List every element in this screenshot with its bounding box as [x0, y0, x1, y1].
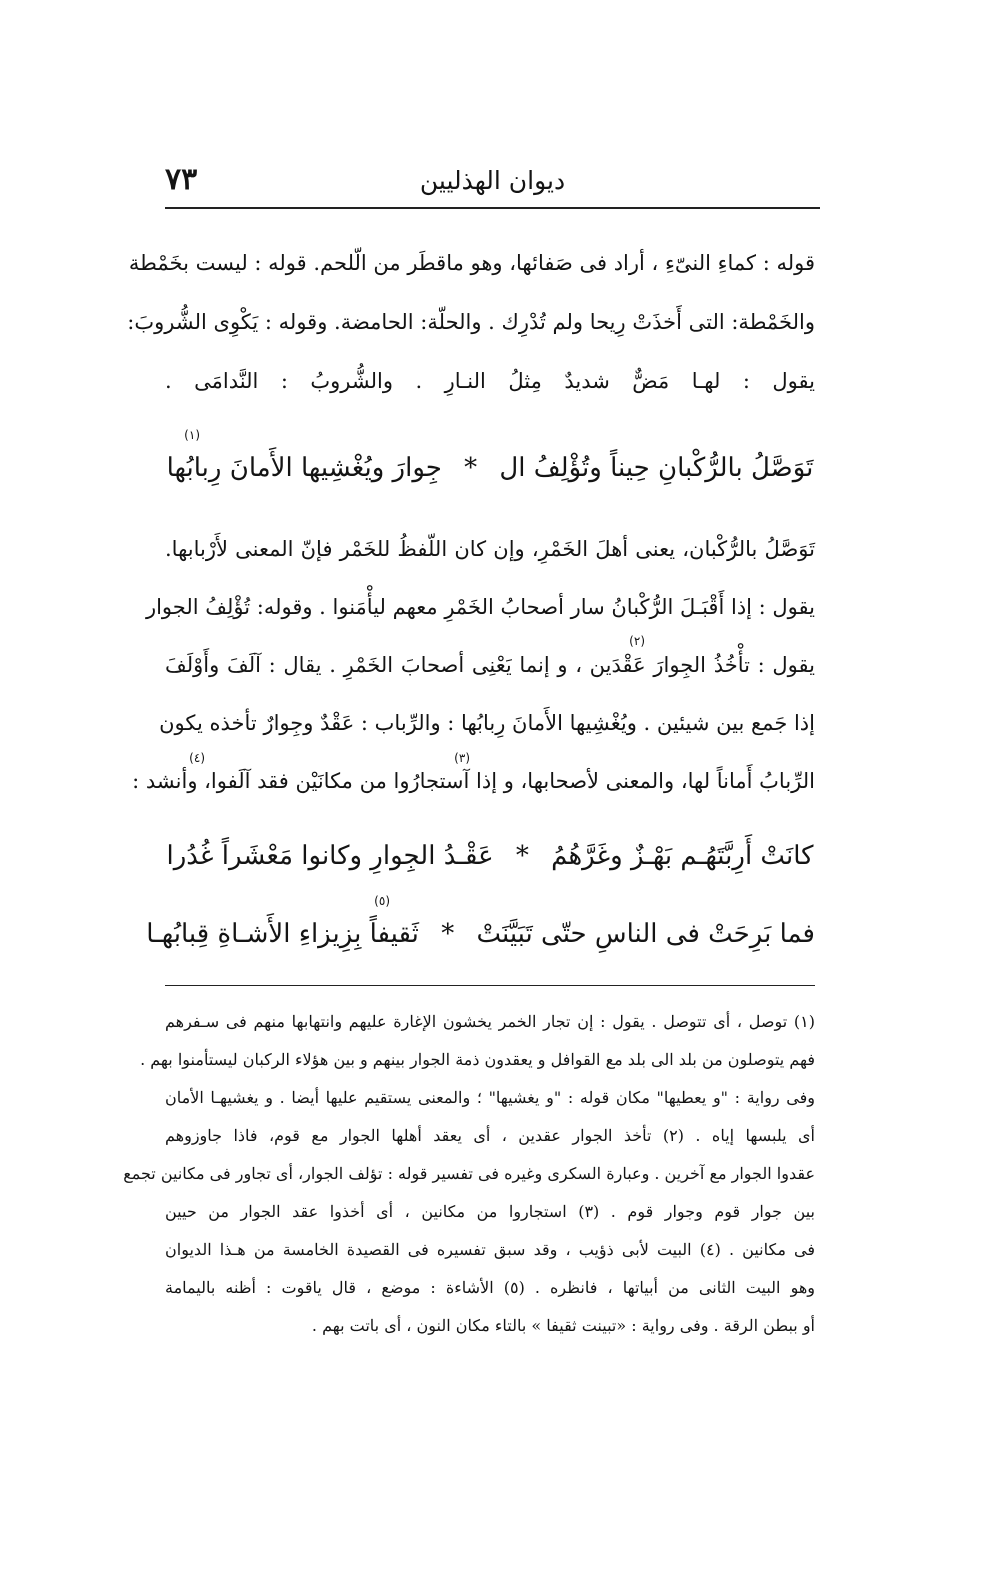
text-line: يقول : إذا أَقْبَـلَ الرُّكْبانُ سار أصحابُ الخَمْرِ معهم ليأْمَنوا . وقوله: تُؤْلِفُ الجوار [145, 595, 815, 619]
text-line: الرِّبابُ أَماناً لها، والمعنى لأصحابها، و إذا آستجارُوا من مكانَيْن فقد آلَفوا، وأنشد : [132, 769, 815, 793]
running-title: ديوان الهذليين [419, 166, 566, 195]
verse-separator: * [464, 453, 478, 483]
footnote-rule [165, 985, 815, 986]
verse-line [146, 914, 815, 954]
footnote-line: وفى رواية : "و يعطيها" مكان قوله : "و يغشيها" ؛ والمعنى يستقيم عليها أيضا . و يغشيهـا الأمان [165, 1088, 815, 1107]
footnotes [123, 1010, 816, 1370]
page-number: ٧٣ [165, 162, 198, 197]
verse-separator: * [441, 919, 455, 949]
text-line: قوله : كماءِ النىّءِ ، أراد فى صَفائها، وهو ماقطَر من الّلحم. قوله : ليست بخَمْطة [128, 251, 815, 275]
footnote-line: بين جوار قوم وجوار قوم . (٣) استجاروا من مكانين ، أى أخذوا عقد الجوار من حيين [165, 1202, 816, 1221]
verse-hemistich-right: تَوَصَّلُ بالرُّكْبانِ حِيناً وتُؤْلِفُ ال [499, 453, 814, 483]
footnote-line: فهم يتوصلون من بلد الى بلد مع القوافل و يعقدون ذمة الجوار بينهم و بين هؤلاء الركبان ليستأمنوا بهم . [140, 1050, 815, 1069]
verse-separator: * [515, 841, 529, 871]
page-header [165, 158, 820, 204]
footnote-marker: (١) [184, 428, 200, 442]
footnote-line: أى يلبسها إياه . (٢) تأخذ الجوار عقدين ، أى يعقد أهلها الجوار مع قوم، فاذا جاوزوهم [165, 1126, 815, 1145]
text-line: والخَمْطة: التى أَخذَتْ رِيحا ولم تُدْرِك . والحلّة: الحامضة. وقوله : يَكْوِى الشُّروبَ: [127, 310, 815, 334]
verse-hemistich-right: فما بَرِحَتْ فى الناسِ حتّى تَبَيَّنَتْ [476, 919, 815, 949]
verse-hemistich-left: ثَقيفاً بِزِيزاءِ الأَشـاةِ قِبابُهـا [146, 919, 419, 949]
text-line: يقول : تأْخُذُ الجِوارَ عَقْدَين ، و إنما يَعْنِى أصحابَ الخَمْرِ . يقال : آلَفَ وأَوْلَفَ [165, 653, 815, 677]
text-line: إذا جَمع بين شيئين . ويُغْشِيها الأَمانَ رِبابُها : والرِّباب : عَقْدٌ وجِوارٌ تأخذه يكون [159, 711, 815, 735]
footnote-line: عقدوا الجوار مع آخرين . وعبارة السكرى وغيره فى تفسير قوله : تؤلف الجوار، أى تجاور فى مكانين تجمع [123, 1164, 815, 1183]
footnote-marker: (٥) [374, 894, 390, 908]
footnote-line: أو ببطن الرقة . وفى رواية : «تبينت ثقيفا » بالتاء مكان النون ، أى باتت بهم . [311, 1316, 815, 1335]
footnote-marker: (٤) [189, 751, 205, 765]
footnote-marker: (٣) [454, 751, 470, 765]
verse-hemistich-left: عَقْـدُ الجِوارِ وكانوا مَعْشَراً غُدُرا [166, 841, 494, 871]
text-line: تَوَصَّلُ بالرُّكْبان، يعنى أهلَ الخَمْرِ، وإن كان اللّفظُ للخَمْر فإنّ المعنى لأَرْبابها. [165, 537, 815, 561]
footnote-line: وهو البيت الثانى من أبياتها ، فانظره . (٥) الأشاءة : موضع ، قال ياقوت : أظنه باليمامة [165, 1278, 816, 1297]
verse-line [165, 448, 815, 488]
header-rule [165, 207, 820, 209]
verse-hemistich-right: كانَتْ أَرِبَّتَهُـم بَهْـزٌ وغَرَّهُمُ [551, 841, 814, 871]
footnote-marker: (٢) [629, 634, 645, 648]
verse-line [165, 836, 815, 876]
text-line: يقول : لهـا مَضٌّ شديدٌ مِثلُ النـارِ . والشُّروبُ : النَّدامَى . [165, 369, 815, 393]
footnote-line: (١) توصل ، أى تتوصل . يقول : إن تجار الخمر يخشون الإغارة عليهم وانتهابها منهم فى سـفرهم [165, 1012, 816, 1031]
footnote-line: فى مكانين . (٤) البيت لأبى ذؤيب ، وقد سبق تفسيره فى القصيدة الخامسة من هـذا الديوان [165, 1240, 816, 1259]
verse-hemistich-left: جِوارَ ويُغْشِيها الأَمانَ رِبابُها [166, 453, 442, 483]
main-text [127, 248, 815, 978]
